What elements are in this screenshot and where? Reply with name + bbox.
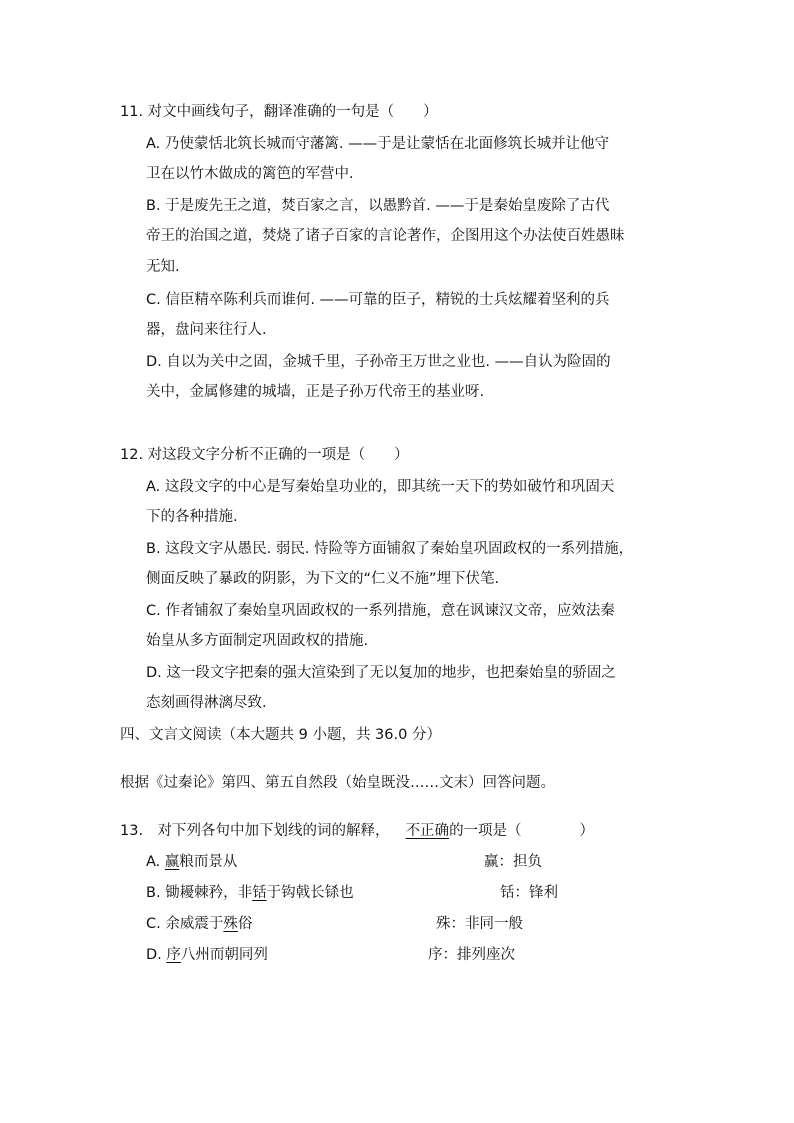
q13-stem-lead: 13. 对下列各句中加下划线的词的解释， xyxy=(120,823,390,839)
q13-option-d-underlined-word: 序 xyxy=(166,947,181,963)
q12-option-c-line1: C. 作者铺叙了秦始皇巩固政权的一系列措施，意在讽谏汉文帝，应效法秦 xyxy=(146,603,615,619)
q11-option-d-line2: 关中，金属修建的城墙，正是子孙万代帝王的基业呀. xyxy=(146,384,485,400)
q11-option-c-line2: 器，盘问来往行人. xyxy=(146,322,267,338)
q13-option-c-suffix: 俗 xyxy=(237,916,253,932)
q13-stem-underlined: 不正确 xyxy=(405,823,450,839)
q11-option-a-line1: A. 乃使蒙恬北筑长城而守藩篱. ——于是让蒙恬在北面修筑长城并让他守 xyxy=(146,136,610,152)
q13-option-b xyxy=(146,883,354,903)
q13-option-c-underlined-word: 殊 xyxy=(223,916,238,932)
q13-option-c-prefix: C. 余威震于 xyxy=(146,916,224,932)
q12-option-c-line2: 始皇从多方面制定巩固政权的措施. xyxy=(146,633,369,649)
q11-stem: 11. 对文中画线句子，翻译准确的一句是（ ） xyxy=(120,104,438,120)
q12-option-a-line2: 下的各种措施. xyxy=(146,509,238,525)
section-intro: 根据《过秦论》第四、第五自然段（始皇既没……文末）回答问题。 xyxy=(120,775,555,791)
q11-option-c-line1: C. 信臣精卒陈利兵而谁何. ——可靠的臣子，精锐的士兵炫耀着坚利的兵 xyxy=(146,292,610,308)
q13-option-b-prefix: B. 锄耰棘矜，非 xyxy=(146,885,253,901)
q12-option-b-line2: 侧面反映了暴政的阴影，为下文的“仁义不施”埋下伏笔. xyxy=(146,571,500,587)
q11-option-b-line2: 帝王的治国之道，焚烧了诸子百家的言论著作，企图用这个办法使百姓愚昧 xyxy=(146,228,625,244)
q11-option-b-line1: B. 于是废先王之道，焚百家之言，以愚黔首. ——于是秦始皇废除了古代 xyxy=(146,198,610,214)
q13-option-a xyxy=(146,852,237,872)
q13-option-a-suffix: 粮而景从 xyxy=(179,854,238,870)
q11-option-b-line3: 无知. xyxy=(146,259,180,275)
q13-option-d-suffix: 八州而朝同列 xyxy=(180,947,268,963)
q12-option-a-line1: A. 这段文字的中心是写秦始皇功业的，即其统一天下的势如破竹和巩固天 xyxy=(146,479,615,495)
section-heading: 四、文言文阅读（本大题共 9 小题，共 36.0 分） xyxy=(120,727,441,743)
q13-option-c-answer: 殊：非同一般 xyxy=(436,916,523,932)
q13-option-a-underlined-word: 赢 xyxy=(164,854,180,870)
q13-option-a-prefix: A. xyxy=(146,854,165,870)
q11-option-a-line2: 卫在以竹木做成的篱笆的军营中. xyxy=(146,166,354,182)
q11-option-d-line1: D. 自以为关中之固，金城千里，子孙帝王万世之业也. ——自认为险固的 xyxy=(146,354,611,370)
q12-option-d-line2: 态刻画得淋漓尽致. xyxy=(146,695,267,711)
q12-option-d-line1: D. 这一段文字把秦的强大渲染到了无以复加的地步，也把秦始皇的骄固之 xyxy=(146,665,616,681)
q13-stem-tail: 的一项是（ ） xyxy=(449,823,595,839)
q13-stem xyxy=(120,821,594,841)
q13-option-b-answer: 铦：锋利 xyxy=(500,885,558,901)
q13-option-c xyxy=(146,914,252,934)
q13-option-d-answer: 序：排列座次 xyxy=(428,947,515,963)
q13-option-b-underlined-word: 铦 xyxy=(252,885,267,901)
q13-option-d xyxy=(146,945,268,965)
q13-option-a-answer: 赢：担负 xyxy=(484,854,542,870)
q12-stem: 12. 对这段文字分析不正确的一项是（ ） xyxy=(120,447,409,463)
q12-option-b-line1: B. 这段文字从愚民. 弱民. 恃险等方面铺叙了秦始皇巩固政权的一系列措施， xyxy=(146,541,634,557)
q13-option-b-suffix: 于钩戟长铩也 xyxy=(266,885,354,901)
q13-option-d-prefix: D. xyxy=(146,947,167,963)
